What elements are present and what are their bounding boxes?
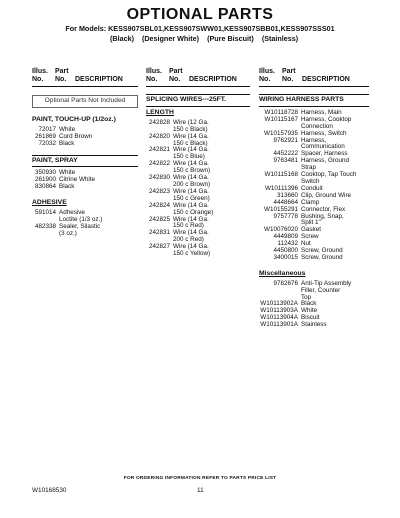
part-number: 313660 [276,191,298,199]
part-number: 482338 [34,222,56,230]
part-description: Switch [301,177,320,185]
part-number: 242831 [148,229,170,237]
part-number: 242825 [148,215,170,223]
part-description: Screw, Ground [301,247,343,255]
part-number: W10113904A [260,314,298,322]
part-number: 9762921 [273,136,298,144]
part-description: Wire (14 Ga. [173,160,209,168]
part-number: 830864 [34,183,56,191]
part-description: Black [59,139,75,147]
page-title: OPTIONAL PARTS [126,6,274,23]
part-description: Screw [301,233,319,241]
part-description: Wire (14 Ga. [173,187,209,195]
part-description: Gasket [301,226,321,234]
part-number: 72017 [38,125,56,133]
section-rows [32,210,138,238]
model-list: For Models: KESS907SBL01,KESS907SWW01,KESS907SBB01,KESS907SSS01 [65,24,335,33]
column-2 [146,67,250,258]
part-number: 9763481 [273,157,298,165]
col3-rows [259,110,369,262]
section-heading: PAINT, TOUCH-UP (1/2oz.) [32,115,116,123]
part-number [259,288,301,295]
part-number: 112432 [277,240,298,248]
color-stainless: (Stainless) [261,34,299,43]
col3-misc-rows [259,281,369,329]
part-description: 150 c Red) [173,222,204,230]
part-number: W10157935 [264,129,298,137]
column-header: Illus. No. Part No. DESCRIPTION [259,67,369,87]
part-description: Screw, Ground [301,253,343,261]
part-description: 200 c Brown) [173,180,211,188]
part-description: Harness, [301,136,327,144]
part-number: 4450800 [273,247,298,255]
part-description: 200 c Red) [173,236,204,244]
part-description: 150 c Black) [173,139,208,147]
part-description: Harness, Switch [301,129,347,137]
splicing-wires-heading: SPLICING WIRES---25FT. [146,94,250,107]
document-number: W10168530 [32,487,67,494]
part-description: White [59,125,76,133]
part-number: 72032 [38,139,56,147]
part-description: (3 oz.) [59,229,77,237]
part-number: 591014 [34,209,56,217]
part-number: 242824 [148,201,170,209]
section-heading: ADHESIVE [32,199,67,207]
part-description: Wire (14 Ga. [173,146,209,154]
part-description: Split 1" [301,219,321,227]
part-description: Wire (14 Ga. [173,132,209,140]
part-number: 242830 [148,174,170,182]
part-number: 4449809 [273,233,298,241]
column-1 [32,67,138,238]
col2-rows [146,120,250,258]
part-number: W10118728 [264,108,298,116]
part-number: 261900 [34,176,56,184]
part-description: Communication [301,143,345,151]
part-description: Wire (14 Ga. [173,229,209,237]
ordering-note: FOR ORDERING INFORMATION REFER TO PARTS PRICE LIST [123,476,277,481]
part-row [32,141,138,148]
part-description: White [301,307,318,315]
part-number: W10115168 [264,171,298,179]
part-number: 242823 [148,187,170,195]
part-description: 150 c Black) [173,125,208,133]
part-row [259,322,369,329]
wiring-harness-heading: WIRING HARNESS PARTS [259,94,369,107]
part-description: 150 c Yellow) [173,250,211,258]
part-description: White [59,169,76,177]
part-description: 150 c Green) [173,194,210,202]
part-number: 4448664 [273,198,298,206]
part-description: Bushing, Snap, [301,212,344,220]
part-number: W10115167 [264,115,298,123]
part-description: Wire (14 Ga. [173,174,209,182]
part-description: Connection [301,122,333,130]
part-row [259,255,369,262]
part-number: W10113901A [260,321,298,329]
part-description: Black [301,300,317,308]
part-description: Harness, Main [301,108,342,116]
part-description: Sealer, Silastic [59,222,101,230]
color-designer-white: (Designer White) [141,34,200,43]
part-row [146,251,250,258]
part-description: Biscuit [301,314,320,322]
part-number: W10113902A [260,300,298,308]
part-description: Clamp [301,198,320,206]
color-pure-biscuit: (Pure Biscuit) [207,34,254,43]
part-description: Black [59,183,75,191]
part-description: Strap [301,164,317,172]
part-description: Citrine White [59,176,96,184]
column-3 [259,67,369,329]
part-description: Cooktop, Tap Touch [301,171,357,179]
not-included-box: Optional Parts Not Included [32,95,138,108]
page-number: 11 [197,487,204,494]
part-number: 4452222 [273,150,298,158]
section-rows [32,170,138,191]
part-number: 350930 [34,169,56,177]
part-description: Wire (14 Ga. [173,215,209,223]
part-number: W10113903A [260,307,298,315]
part-description: Clip, Ground Wire [301,191,352,199]
section-rows [32,127,138,148]
part-description: Spacer, Harness [301,150,348,158]
part-number: W10155291 [264,205,298,213]
column-header: Illus. No. Part No. DESCRIPTION [146,67,250,87]
part-description: Loctite (1/3 oz.) [59,215,103,223]
part-description: Connector, Flex [301,205,346,213]
part-number [146,251,173,258]
section-heading: PAINT, SPRAY [32,155,138,168]
part-description: Top [301,293,312,301]
part-description: Cord Brown [59,132,93,140]
part-description: 150 c Blue) [173,153,205,161]
part-number: 242827 [148,243,170,251]
part-row [259,234,369,241]
part-number: W10076020 [264,226,298,234]
col1-sections [32,117,138,238]
miscellaneous-heading: Miscellaneous [259,269,306,277]
part-description: Filler, Counter [301,286,341,294]
part-number [32,231,59,238]
part-description: Anti-Tip Assembly [301,279,352,287]
part-number: 242828 [148,118,170,126]
length-heading: LENGTH [146,108,174,116]
part-description: 150 c Brown) [173,167,211,175]
column-header: Illus. No. Part No. DESCRIPTION [32,67,138,87]
part-number: 3400015 [273,253,298,261]
part-description: 150 c Orange) [173,208,214,216]
color-list [110,34,390,43]
part-number: 242821 [148,146,170,154]
part-number: 9757778 [273,212,298,220]
part-row [32,184,138,191]
part-number: 261869 [34,132,56,140]
part-row [259,288,369,295]
part-description: Harness, Ground [301,157,349,165]
part-description: Stainless [301,321,327,329]
part-number: 9782676 [273,279,298,287]
part-description: Wire (14 Ga. [173,243,209,251]
part-row [32,231,138,238]
part-number: 242822 [148,160,170,168]
color-black: (Black) [110,34,134,43]
part-description: Adhesive [59,209,85,217]
part-row [32,224,138,231]
part-number: W10111396 [264,184,298,192]
part-description: Nut [301,240,311,248]
part-description: Conduit [301,184,323,192]
part-number: 242820 [148,132,170,140]
part-description: Wire (14 Ga. [173,201,209,209]
part-description: Harness, Cooktop [301,115,352,123]
part-description: Wire (12 Ga. [173,118,209,126]
